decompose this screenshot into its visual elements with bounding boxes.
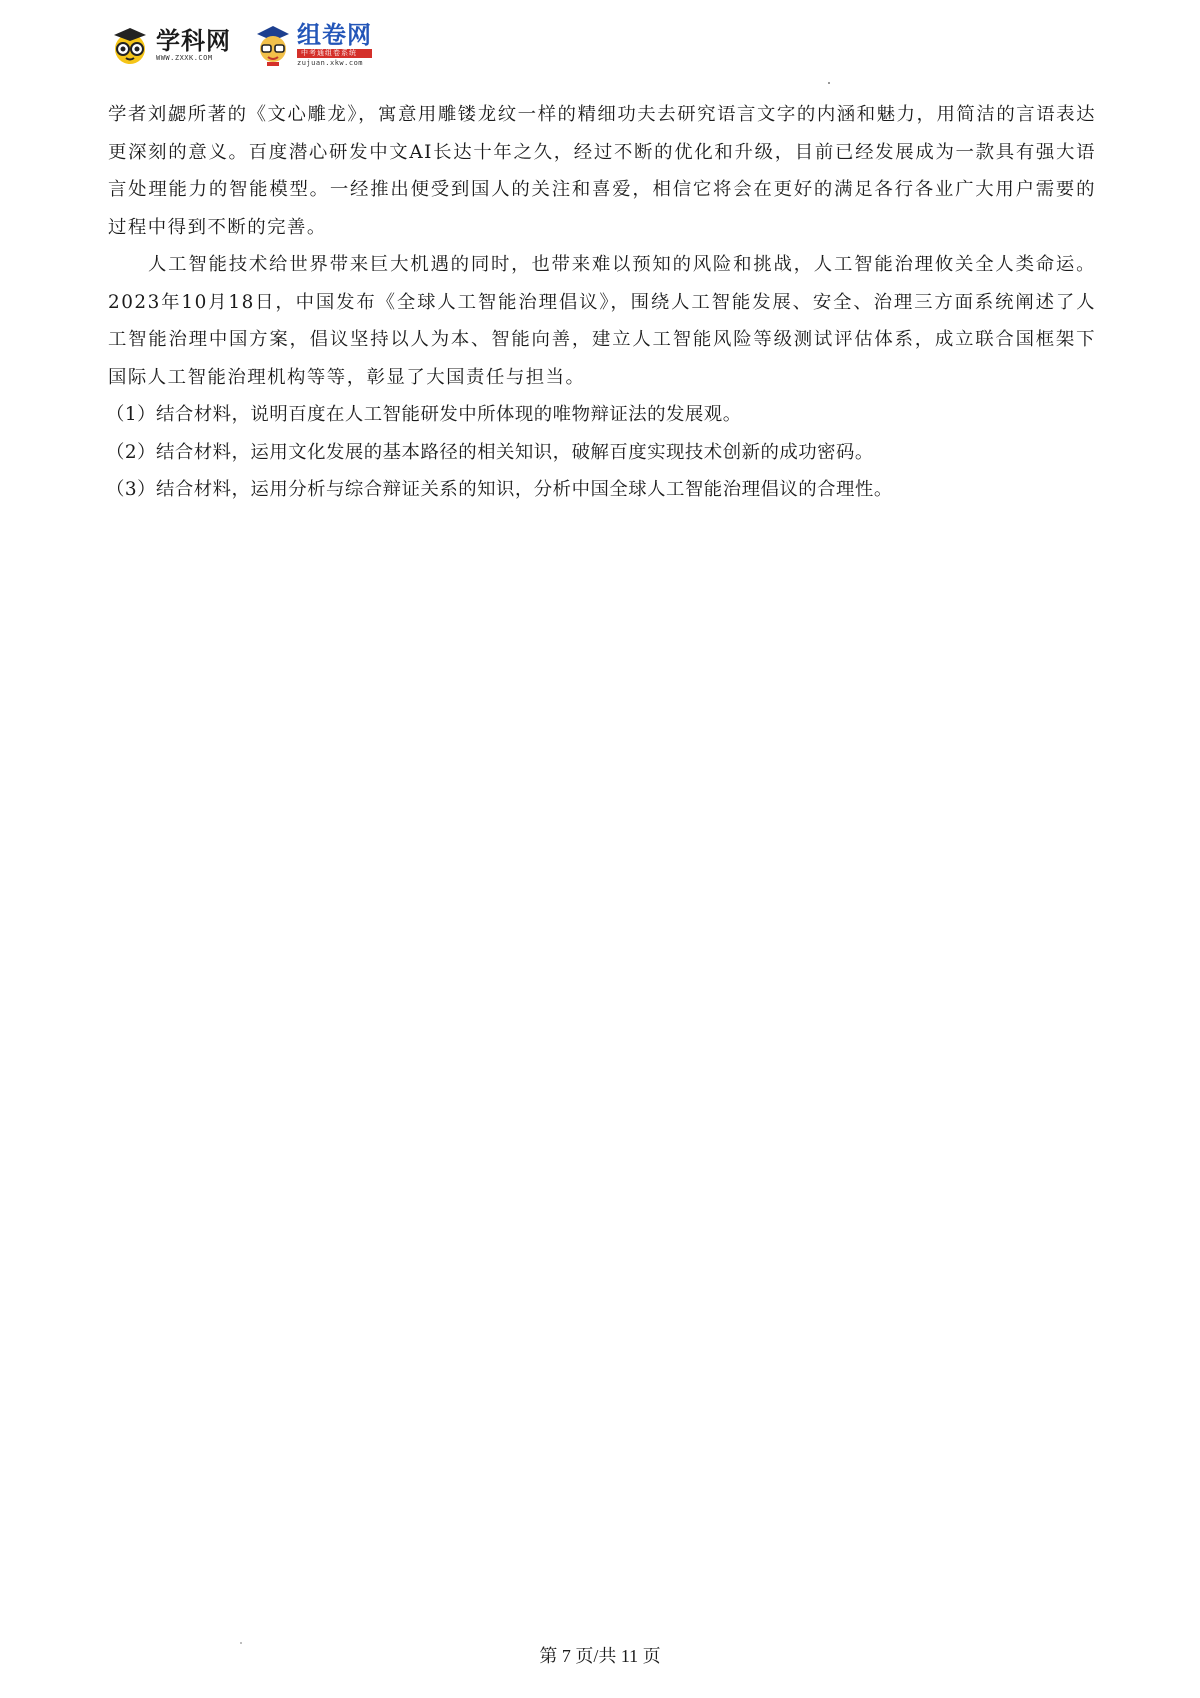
owl-mascot-icon xyxy=(108,25,152,65)
paragraph-2: 人工智能技术给世界带来巨大机遇的同时，也带来难以预知的风险和挑战，人工智能治理攸关全人类命运。2023年10月18日，中国发布《全球人工智能治理倡议》，围绕人工智能发展、安全、治理三方面系统阐述了人工智能治理中国方案，倡议坚持以人为本、智能向善，建立人工智能风险等级测试评估体系，成立联合国框架下国际人工智能治理机构等等，彰显了大国责任与担当。 xyxy=(108,254,1096,388)
scan-speck xyxy=(828,82,830,84)
zujuanwang-logo xyxy=(253,22,372,68)
logo1-url: WWW.ZXXK.COM xyxy=(156,53,213,62)
logo2-tagline: 中考通组卷系统 xyxy=(297,49,372,58)
page-footer: 第 7 页/共 11 页 xyxy=(539,1646,661,1666)
student-mascot-icon xyxy=(253,24,293,66)
question-2: （2）结合材料，运用文化发展的基本路径的相关知识，破解百度实现技术创新的成功密码。 xyxy=(106,441,874,463)
document-body xyxy=(108,96,1096,509)
xuekewang-logo xyxy=(108,25,231,65)
logo2-url: zujuan.xkw.com xyxy=(297,59,364,67)
header xyxy=(108,20,394,70)
question-1: （1）结合材料，说明百度在人工智能研发中所体现的唯物辩证法的发展观。 xyxy=(106,404,742,425)
logo1-name: 学科网 xyxy=(156,26,231,55)
logo2-name: 组卷网 xyxy=(297,21,372,49)
paragraph-1: 学者刘勰所著的《文心雕龙》，寓意用雕镂龙纹一样的精细功夫去研究语言文字的内涵和魅力，用简洁的言语表达更深刻的意义。百度潜心研发中文AI长达十年之久，经过不断的优化和升级，目前已经发展成为一款具有强大语言处理能力的智能模型。一经推出便受到国人的关注和喜爱，相信它将会在更好的满足各行各业广大用户需要的过程中得到不断的完善。 xyxy=(108,104,1096,238)
question-3: （3）结合材料，运用分析与综合辩证关系的知识，分析中国全球人工智能治理倡议的合理性。 xyxy=(106,479,893,500)
